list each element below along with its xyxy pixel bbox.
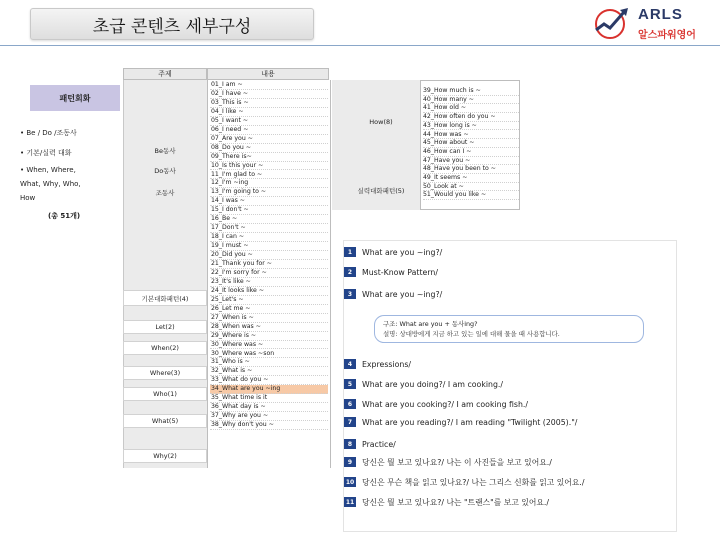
content-item: 45_How about ~ <box>423 139 519 148</box>
row-number-badge: 6 <box>344 399 356 409</box>
content-item: 44_How was ~ <box>423 131 519 140</box>
sidebar-count: (총 51개) <box>48 212 81 220</box>
content-item: 34_What are you ~ing <box>210 385 328 394</box>
content-item: 31_Who is ~ <box>210 358 328 367</box>
content-item: 12_I'm ~ing <box>210 179 328 188</box>
explanation-text: 설명: 상대방에게 지금 하고 있는 일에 대해 물을 때 사용합니다. <box>383 330 560 338</box>
logo-tagline: 알스파워영어 <box>638 30 696 41</box>
page-title: 초급 콘텐츠 세부구성 <box>30 8 314 40</box>
content-item: 38_Why don't you ~ <box>210 421 328 430</box>
sidebar-line: • When, Where, <box>20 166 76 174</box>
content-item: 15_I don't ~ <box>210 206 328 215</box>
lesson-row-text: What are you reading?/ I am reading "Twilight (2005)."/ <box>362 417 578 427</box>
lesson-row-text: Must-Know Pattern/ <box>362 267 438 277</box>
skill-label: 실력대화패턴(5) <box>357 187 405 195</box>
row-number-badge: 3 <box>344 289 356 299</box>
content-item: 11_I'm glad to ~ <box>210 171 328 180</box>
content-item: 49_It seems ~ <box>423 174 519 183</box>
lesson-row-text: What are you doing?/ I am cooking./ <box>362 379 504 389</box>
row-number-badge: 1 <box>344 247 356 257</box>
lesson-row <box>344 495 549 509</box>
lesson-row-text: 당신은 뭘 보고 있나요?/ 나는 "트랜스"를 보고 있어요./ <box>362 497 550 507</box>
lesson-row-text: 당신은 무슨 책을 읽고 있나요?/ 나는 그리스 신화를 읽고 있어요./ <box>362 477 585 487</box>
lesson-row <box>344 357 411 371</box>
sidebar-header: 패턴회화 <box>30 85 120 111</box>
lesson-outline <box>343 240 677 532</box>
content-item: 43_How long is ~ <box>423 122 519 131</box>
content-item: 09_There is~ <box>210 153 328 162</box>
content-item: 35_What time is it <box>210 394 328 403</box>
header-divider <box>0 45 720 46</box>
content-item: 10_Is this your ~ <box>210 162 328 171</box>
explanation-structure: 구조: What are you + 동사ing? <box>383 320 478 328</box>
lesson-row <box>344 437 396 451</box>
lesson-row <box>344 245 442 259</box>
lesson-row <box>344 287 442 301</box>
subject-label: Do동사 <box>154 167 176 175</box>
content-item: 27_When is ~ <box>210 314 328 323</box>
sidebar-line: What, Why, Who, <box>20 180 81 188</box>
content-item: 19_I must ~ <box>210 242 328 251</box>
content-item: 04_I like ~ <box>210 108 328 117</box>
subject-column <box>123 80 208 468</box>
lesson-row-text: What are you ~ing?/ <box>362 247 443 257</box>
subject-label: 기본대화패턴(4) <box>123 290 207 306</box>
content-item: 28_When was ~ <box>210 323 328 332</box>
subject-label: Where(3) <box>123 366 207 380</box>
content-item: 03_This is ~ <box>210 99 328 108</box>
sidebar-box <box>20 120 120 212</box>
content-item: 01_I am ~ <box>210 81 328 90</box>
content-item: 30_Where was ~son <box>210 350 328 359</box>
brand-logo <box>590 4 710 42</box>
content-item: 26_Let me ~ <box>210 305 328 314</box>
content-item: 05_I want ~ <box>210 117 328 126</box>
content-item: 30_Where was ~ <box>210 341 328 350</box>
content-item: 14_I was ~ <box>210 197 328 206</box>
subject-column-header: 주제 <box>123 68 207 80</box>
content-item: 20_Did you ~ <box>210 251 328 260</box>
content-column-header: 내용 <box>207 68 329 80</box>
right-content-list <box>420 80 520 210</box>
lesson-row <box>344 377 503 391</box>
content-item: 39_How much is ~ <box>423 87 519 96</box>
row-number-badge: 9 <box>344 457 356 467</box>
row-number-badge: 11 <box>345 498 355 506</box>
content-item: 40_How many ~ <box>423 96 519 105</box>
row-number-badge: 7 <box>344 417 356 427</box>
content-item: 06_I need ~ <box>210 126 328 135</box>
content-item: 08_Do you ~ <box>210 144 328 153</box>
lesson-row-text: What are you cooking?/ I am cooking fish./ <box>362 399 529 409</box>
sidebar-line: • 기본/실력 대화 <box>20 149 72 157</box>
subject-label: Be동사 <box>154 147 176 155</box>
content-item: 24_It looks like ~ <box>210 287 328 296</box>
content-item: 25_Let's ~ <box>210 296 328 305</box>
lesson-row-text: Practice/ <box>362 439 396 449</box>
content-item: 17_Don't ~ <box>210 224 328 233</box>
content-item: 46_How can I ~ <box>423 148 519 157</box>
content-item: 33_What do you ~ <box>210 376 328 385</box>
content-item: 23_It's like ~ <box>210 278 328 287</box>
logo-mark-icon <box>590 4 636 42</box>
lesson-row <box>344 475 584 489</box>
sidebar-line: • Be / Do /조동사 <box>20 129 77 137</box>
lesson-row-text: Expressions/ <box>362 359 412 369</box>
content-list <box>207 80 331 468</box>
subject-label: Why(2) <box>123 449 207 463</box>
content-item: 18_I can ~ <box>210 233 328 242</box>
row-number-badge: 5 <box>344 379 356 389</box>
lesson-row <box>344 455 552 469</box>
row-number-badge: 8 <box>344 439 356 449</box>
content-item: 22_I'm sorry for ~ <box>210 269 328 278</box>
subject-label: What(5) <box>123 414 207 428</box>
content-item: 29_Where is ~ <box>210 332 328 341</box>
lesson-row <box>344 415 577 429</box>
logo-text: ARLS <box>638 6 683 23</box>
row-number-badge: 4 <box>344 359 356 369</box>
content-item: 48_Have you been to ~ <box>423 165 519 174</box>
sidebar-line: How <box>20 194 36 202</box>
content-item: 13_I'm going to ~ <box>210 188 328 197</box>
lesson-row <box>344 397 528 411</box>
row-number-badge: 10 <box>345 478 355 486</box>
content-item: 51_Would you like ~ <box>423 191 519 200</box>
how-label: How(8) <box>369 118 393 126</box>
content-item: 47_Have you ~ <box>423 157 519 166</box>
content-item: 21_Thank you for ~ <box>210 260 328 269</box>
subject-label: Who(1) <box>123 387 207 401</box>
content-item: 32_What is ~ <box>210 367 328 376</box>
subject-label: When(2) <box>123 341 207 355</box>
content-item: 41_How old ~ <box>423 104 519 113</box>
subject-label: Let(2) <box>123 320 207 334</box>
lesson-row <box>344 265 438 279</box>
explanation-box <box>374 315 644 343</box>
lesson-row-text: 당신은 뭘 보고 있나요?/ 나는 이 사진들을 보고 있어요./ <box>362 457 552 467</box>
row-number-badge: 2 <box>344 267 356 277</box>
content-item: 07_Are you ~ <box>210 135 328 144</box>
subject-label: 조동사 <box>155 189 175 197</box>
content-item: 42_How often do you ~ <box>423 113 519 122</box>
content-item: 50_Look at ~ <box>423 183 519 192</box>
content-item: 16_Be ~ <box>210 215 328 224</box>
content-item: 02_I have ~ <box>210 90 328 99</box>
content-item: 36_What day is ~ <box>210 403 328 412</box>
lesson-row-text: What are you ~ing?/ <box>362 289 443 299</box>
content-item: 37_Why are you ~ <box>210 412 328 421</box>
